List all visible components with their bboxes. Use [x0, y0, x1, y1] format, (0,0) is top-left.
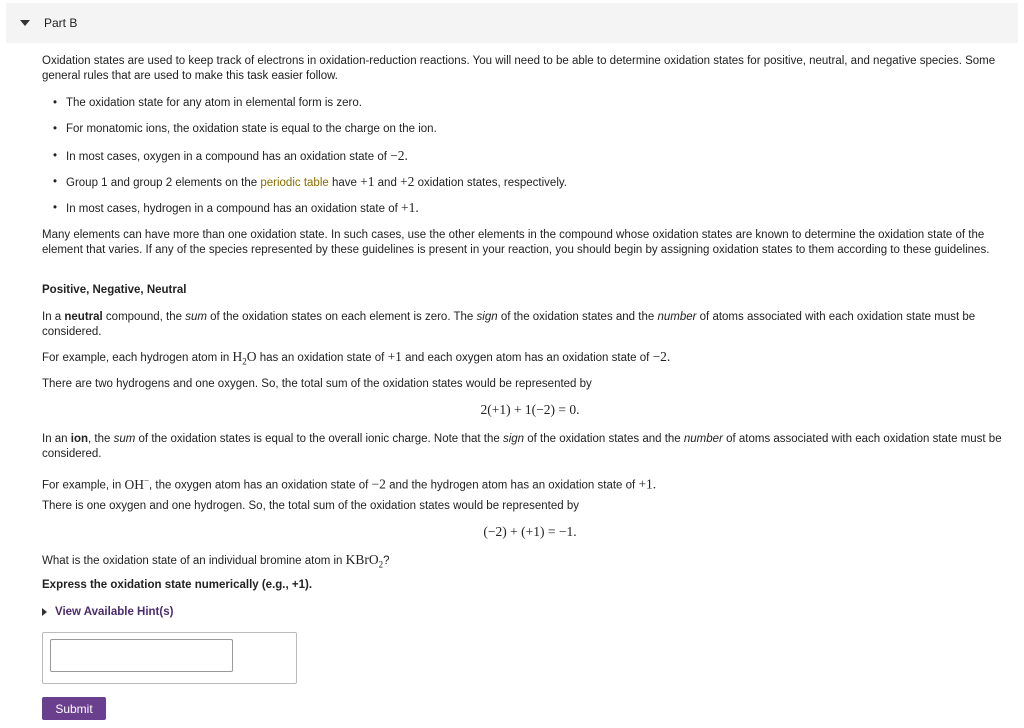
hint-label[interactable]: View Available Hint(s) [55, 606, 174, 618]
formula-sup: − [143, 475, 150, 485]
answer-container [42, 632, 297, 684]
math-value: +1. [400, 200, 419, 215]
emphasis: neutral [64, 311, 103, 323]
emphasis: number [657, 311, 697, 323]
example2-text [42, 473, 656, 493]
ion-paragraph [42, 432, 1018, 461]
text: has an oxidation state of [256, 352, 388, 364]
text: , the [88, 433, 114, 445]
intro-text: Oxidation states are used to keep track of electrons in oxidation-reduction reactions. You will need to be able to determine oxidation states for positive, neutral, and negative species. Some general rules that are used to make this task easier follow. [42, 55, 996, 82]
h2o-formula [232, 349, 257, 367]
emphasis: sum [185, 311, 207, 323]
submit-button[interactable]: Submit [42, 697, 106, 720]
math-value: +2 [400, 174, 415, 189]
rule-text: have [328, 177, 361, 189]
math-value: −2. [390, 148, 408, 163]
text: of the oxidation states is equal to the overall ionic charge. Note that the [135, 433, 503, 445]
text: of the oxidation states and the [497, 311, 658, 323]
section-title-text: Positive, Negative, Neutral [42, 284, 187, 296]
example1-text [42, 350, 670, 369]
text: , the oxygen atom has an oxidation state of [149, 479, 372, 492]
sum1-text: There are two hydrogens and one oxygen. So, the total sum of the oxidation states would be represented by [42, 378, 592, 390]
instruction-text [42, 578, 312, 593]
rule-text: In most cases, hydrogen in a compound has an oxidation state of [66, 203, 401, 215]
formula-sub: 2 [378, 559, 384, 570]
section-title [42, 283, 186, 298]
emphasis: sign [502, 433, 525, 445]
formula-part: OH [124, 476, 144, 492]
formula-part: H [232, 349, 243, 364]
question-text [42, 553, 390, 572]
text: of the oxidation states on each element is zero. The [206, 311, 477, 323]
periodic-table-link[interactable]: periodic table [260, 177, 329, 189]
math-value: −2. [652, 349, 671, 364]
part-header[interactable] [6, 3, 1018, 43]
equation-1: 2(+1) + 1(−2) = 0. [480, 402, 580, 417]
rule-item [66, 122, 437, 137]
kbro2-formula [345, 552, 384, 570]
formula-part: KBrO [345, 552, 379, 567]
many-states-text: Many elements can have more than one oxidation state. In such cases, use the other elements in the compound whose oxidation states are known to determine the oxidation state of the element that varies. If any of the species represented by these guidelines is present in your reaction, you should begin by assigning oxidation states to them according to these guidelines. [42, 229, 990, 256]
math-value: −2 [371, 476, 386, 492]
sum2-text: There is one oxygen and one hydrogen. So, the total sum of the oxidation states would be represented by [42, 500, 580, 512]
neutral-paragraph [42, 310, 1018, 339]
math-value: +1 [387, 349, 402, 364]
math-value: +1. [638, 476, 657, 492]
emphasis: number [683, 433, 723, 445]
rule-text: In most cases, oxygen in a compound has an oxidation state of [66, 151, 391, 163]
text: In a [42, 311, 65, 323]
rule-text: For monatomic ions, the oxidation state is equal to the charge on the ion. [66, 123, 437, 135]
part-title: Part B [44, 16, 78, 30]
text: What is the oxidation state of an individual bromine atom in [42, 555, 346, 567]
collapse-triangle-icon[interactable] [20, 20, 30, 26]
emphasis: sign [476, 311, 498, 323]
oh-formula [124, 477, 149, 492]
rule-item [66, 175, 567, 191]
math-value: +1 [360, 174, 375, 189]
text: of atoms associated with each oxidation state must be considered. [42, 433, 1002, 460]
text: and the hydrogen atom has an oxidation state of [385, 479, 639, 492]
answer-input[interactable] [50, 639, 233, 672]
emphasis: sum [113, 433, 136, 445]
instruction-bold: Express the oxidation state numerically (e.g., +1). [42, 579, 313, 591]
view-hints-toggle[interactable] [42, 605, 173, 620]
text: of the oxidation states and the [524, 433, 684, 445]
rule-text: Group 1 and group 2 elements on the [66, 177, 261, 189]
rule-text: oxidation states, respectively. [414, 177, 567, 189]
formula-part: O [246, 349, 257, 364]
expand-arrow-icon[interactable] [42, 608, 47, 616]
rule-text: and [374, 177, 401, 189]
text: For example, in [42, 479, 125, 492]
text: In an [42, 433, 71, 445]
text: compound, the [102, 311, 186, 323]
text: ? [383, 555, 390, 567]
rule-item [66, 201, 419, 217]
emphasis: ion [70, 433, 89, 445]
text: For example, each hydrogen atom in [42, 352, 233, 364]
equation-2: (−2) + (+1) = −1. [483, 524, 577, 539]
text: and each oxygen atom has an oxidation state of [401, 352, 653, 364]
rule-item [66, 149, 408, 165]
rule-item [66, 96, 362, 111]
rule-text: The oxidation state for any atom in elemental form is zero. [66, 97, 362, 109]
text: of atoms associated with each oxidation state must be considered. [42, 311, 976, 338]
formula-sub: 2 [242, 356, 247, 367]
